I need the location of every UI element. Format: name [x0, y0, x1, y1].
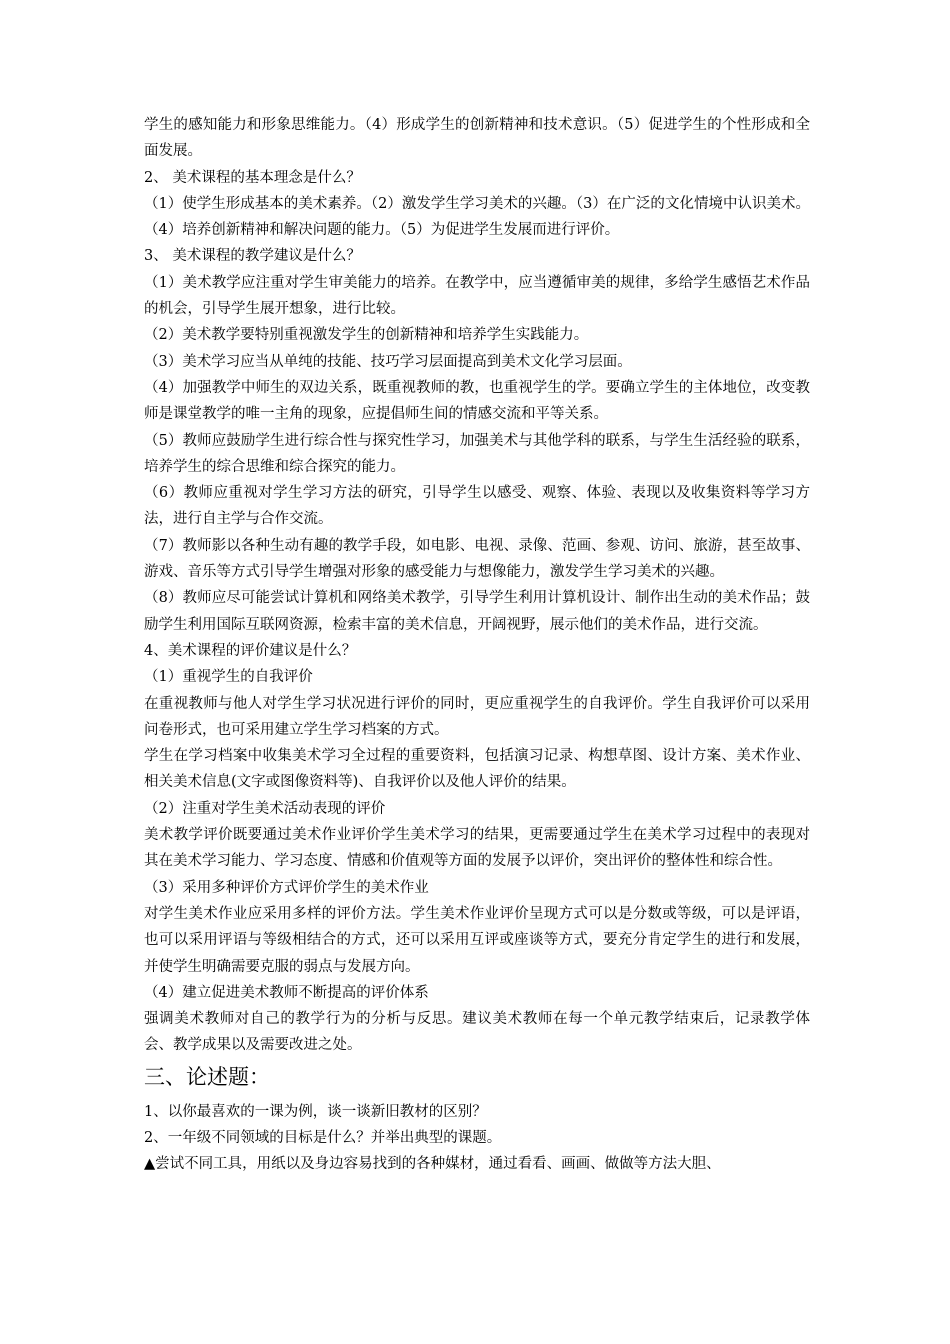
paragraph: （6）教师应重视对学生学习方法的研究，引导学生以感受、观察、体验、表现以及收集资料等学习方法，进行自主学与合作交流。	[144, 485, 810, 528]
paragraph: （7）教师影以各种生动有趣的教学手段，如电影、电视、录像、范画、参观、访问、旅游，甚至故事、游戏、音乐等方式引导学生增强对形象的感受能力与想像能力，激发学生学习美术的兴趣。	[144, 537, 810, 581]
paragraph: 在重视教师与他人对学生学习状况进行评价的同时，更应重视学生的自我评价。学生自我评价可以采用问卷形式，也可采用建立学生学习档案的方式。	[144, 695, 810, 738]
paragraph: （8）教师应尽可能尝试计算机和网络美术教学，引导学生利用计算机设计、制作出生动的美术作品；鼓励学生利用国际互联网资源，检索丰富的美术信息，开阔视野，展示他们的美术作品，进行交流。	[144, 590, 810, 633]
section-heading: 三、论述题：	[144, 1064, 270, 1089]
sub-heading: （2）注重对学生美术活动表现的评价	[144, 800, 386, 817]
document-body	[144, 112, 810, 1178]
paragraph: （2）美术教学要特别重视激发学生的创新精神和培养学生实践能力。	[144, 327, 589, 344]
paragraph: （5）教师应鼓励学生进行综合性与探究性学习，加强美术与其他学科的联系，与学生生活经验的联系，培养学生的综合思维和综合探究的能力。	[144, 432, 810, 475]
question-item: 2、一年级不同领域的目标是什么？并举出典型的课题。	[144, 1129, 502, 1146]
paragraph: ▲尝试不同工具，用纸以及身边容易找到的各种媒材，通过看看、画画、做做等方法大胆、	[144, 1156, 721, 1173]
paragraph: 对学生美术作业应采用多样的评价方法。学生美术作业评价呈现方式可以是分数或等级，可以是评语，也可以采用评语与等级相结合的方式，还可以采用互评或座谈等方式，要充分肯定学生的进行和发展，并使学生明确需要克服的弱点与发展方向。	[144, 905, 810, 975]
sub-heading: （3）采用多种评价方式评价学生的美术作业	[144, 879, 429, 896]
sub-heading: （4）建立促进美术教师不断提高的评价体系	[144, 984, 429, 1001]
paragraph: 美术教学评价既要通过美术作业评价学生美术学习的结果，更需要通过学生在美术学习过程中的表现对其在美术学习能力、学习态度、情感和价值观等方面的发展予以评价，突出评价的整体性和综合性。	[144, 827, 810, 870]
question-heading: 4、美术课程的评价建议是什么？	[144, 642, 357, 659]
paragraph: （1）使学生形成基本的美术素养。（2）激发学生学习美术的兴趣。（3）在广泛的文化情境中认识美术。（4）培养创新精神和解决问题的能力。（5）为促进学生发展而进行评价。	[144, 195, 810, 239]
paragraph: 学生在学习档案中收集美术学习全过程的重要资料，包括演习记录、构想草图、设计方案、美术作业、相关美术信息(文字或图像资料等)、自我评价以及他人评价的结果。	[144, 748, 810, 791]
question-heading: 2、 美术课程的基本理念是什么？	[144, 169, 361, 186]
paragraph: 强调美术教师对自己的教学行为的分析与反思。建议美术教师在每一个单元教学结束后，记录教学体会、教学成果以及需要改进之处。	[144, 1011, 810, 1054]
question-item: 1、以你最喜欢的一课为例，谈一谈新旧教材的区别？	[144, 1103, 487, 1120]
paragraph: （3）美术学习应当从单纯的技能、技巧学习层面提高到美术文化学习层面。	[144, 353, 632, 370]
paragraph: 学生的感知能力和形象思维能力。（4）形成学生的创新精神和技术意识。（5）促进学生的个性形成和全面发展。	[144, 117, 810, 160]
sub-heading: （1）重视学生的自我评价	[144, 669, 313, 686]
question-heading: 3、 美术课程的教学建议是什么？	[144, 248, 361, 265]
paragraph: （1）美术教学应注重对学生审美能力的培养。在教学中，应当遵循审美的规律，多给学生感悟艺术作品的机会，引导学生展开想象，进行比较。	[144, 274, 810, 318]
paragraph: （4）加强教学中师生的双边关系，既重视教师的教，也重视学生的学。要确立学生的主体地位，改变教师是课堂教学的唯一主角的现象，应提倡师生间的情感交流和平等关系。	[144, 379, 810, 423]
